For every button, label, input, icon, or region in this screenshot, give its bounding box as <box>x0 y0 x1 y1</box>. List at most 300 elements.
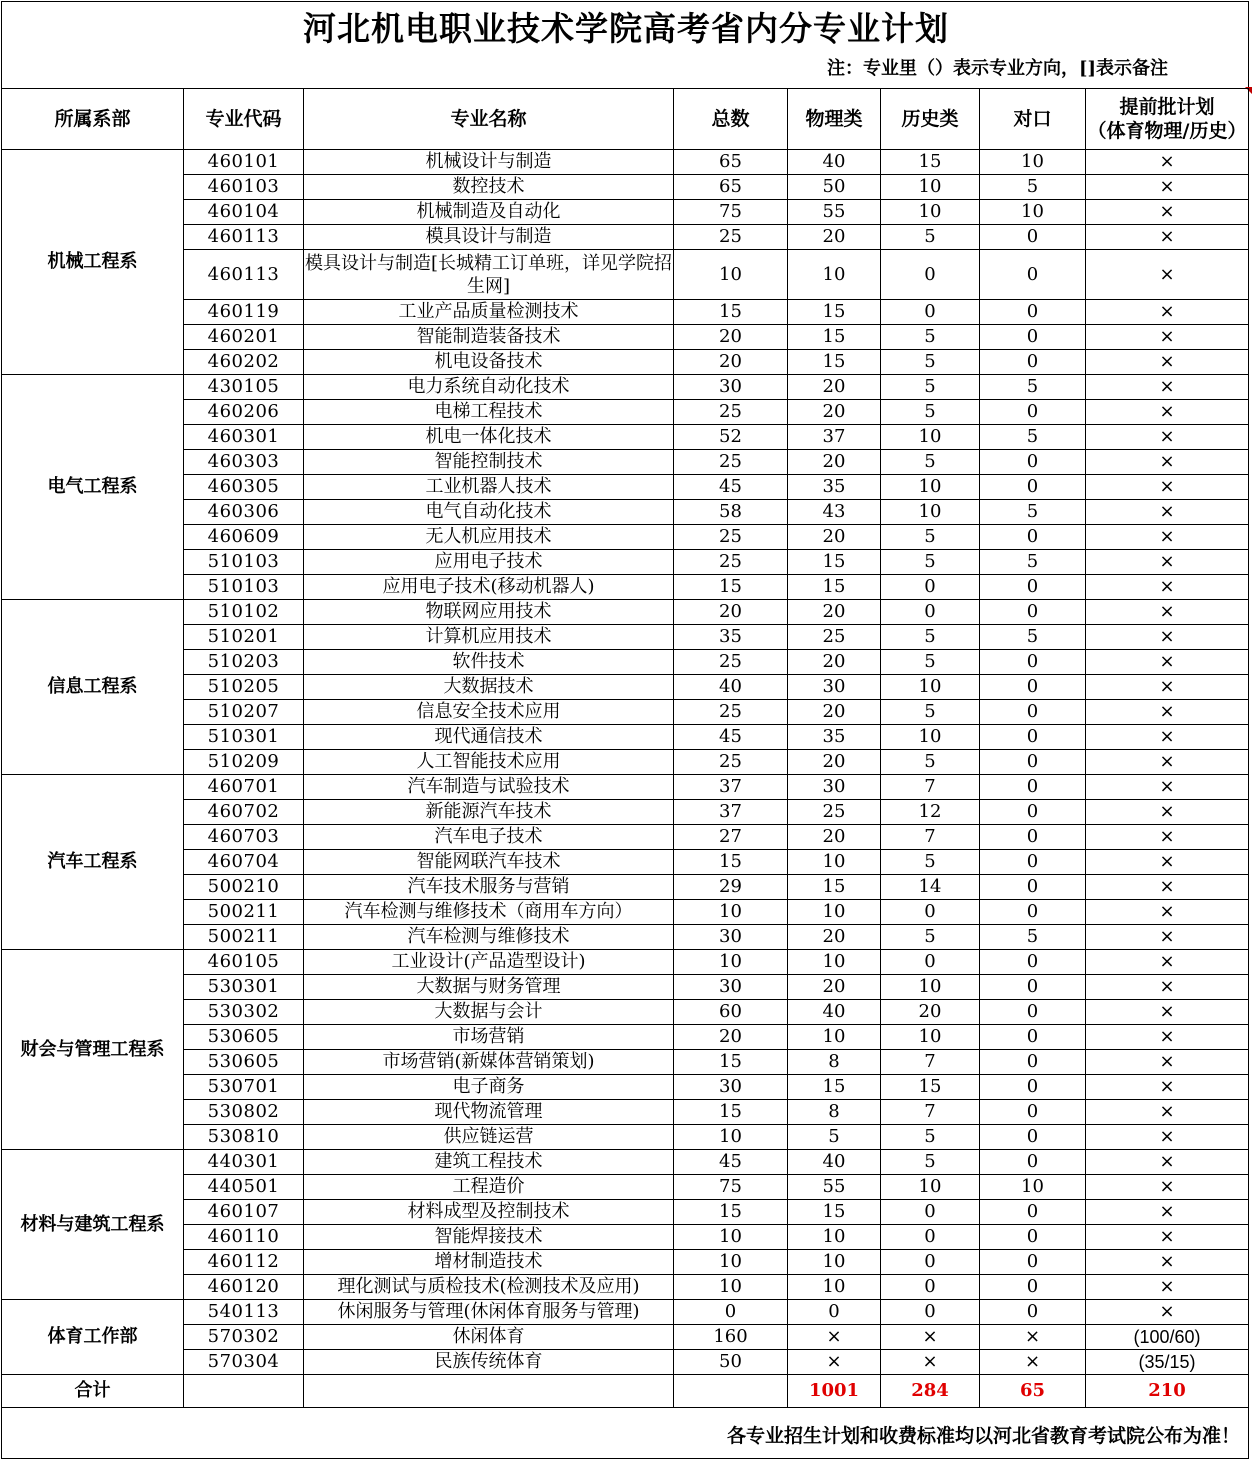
name-cell[interactable]: 增材制造技术 <box>304 1250 674 1275</box>
physics-cell[interactable]: 20 <box>788 825 881 850</box>
totals-total-cell[interactable] <box>674 1375 788 1408</box>
physics-cell[interactable]: 30 <box>788 775 881 800</box>
history-cell[interactable]: 5 <box>881 650 980 675</box>
code-cell[interactable]: 460101 <box>184 150 304 175</box>
total-cell[interactable]: 10 <box>674 1250 788 1275</box>
early-cell[interactable]: × <box>1086 1175 1249 1200</box>
duikou-cell[interactable]: 5 <box>980 925 1086 950</box>
duikou-cell[interactable]: 10 <box>980 1175 1086 1200</box>
history-cell[interactable]: 5 <box>881 1125 980 1150</box>
total-cell[interactable]: 20 <box>674 1025 788 1050</box>
total-cell[interactable]: 30 <box>674 975 788 1000</box>
totals-history[interactable]: 284 <box>881 1375 980 1408</box>
name-cell[interactable]: 汽车检测与维修技术（商用车方向） <box>304 900 674 925</box>
total-cell[interactable]: 37 <box>674 800 788 825</box>
code-cell[interactable]: 530810 <box>184 1125 304 1150</box>
name-cell[interactable]: 智能焊接技术 <box>304 1225 674 1250</box>
duikou-cell[interactable]: 5 <box>980 550 1086 575</box>
early-cell[interactable]: × <box>1086 450 1249 475</box>
physics-cell[interactable]: × <box>788 1350 881 1375</box>
early-cell[interactable]: × <box>1086 1250 1249 1275</box>
name-cell[interactable]: 民族传统体育 <box>304 1350 674 1375</box>
code-cell[interactable]: 510103 <box>184 550 304 575</box>
duikou-cell[interactable]: × <box>980 1350 1086 1375</box>
total-cell[interactable]: 25 <box>674 225 788 250</box>
name-cell[interactable]: 电梯工程技术 <box>304 400 674 425</box>
duikou-cell[interactable]: 5 <box>980 175 1086 200</box>
total-cell[interactable]: 25 <box>674 750 788 775</box>
total-cell[interactable]: 35 <box>674 625 788 650</box>
history-cell[interactable]: × <box>881 1325 980 1350</box>
history-cell[interactable]: 12 <box>881 800 980 825</box>
early-cell[interactable]: × <box>1086 1100 1249 1125</box>
history-cell[interactable]: 7 <box>881 1100 980 1125</box>
physics-cell[interactable]: 35 <box>788 475 881 500</box>
duikou-cell[interactable]: 10 <box>980 200 1086 225</box>
duikou-cell[interactable]: 0 <box>980 1150 1086 1175</box>
totals-physics[interactable]: 1001 <box>788 1375 881 1408</box>
total-cell[interactable]: 58 <box>674 500 788 525</box>
history-cell[interactable]: 20 <box>881 1000 980 1025</box>
early-cell[interactable]: × <box>1086 1275 1249 1300</box>
physics-cell[interactable]: 0 <box>788 1300 881 1325</box>
history-cell[interactable]: 0 <box>881 1250 980 1275</box>
name-cell[interactable]: 电气自动化技术 <box>304 500 674 525</box>
name-cell[interactable]: 建筑工程技术 <box>304 1150 674 1175</box>
duikou-cell[interactable]: 0 <box>980 850 1086 875</box>
history-cell[interactable]: 10 <box>881 675 980 700</box>
early-cell[interactable]: × <box>1086 250 1249 300</box>
name-cell[interactable]: 工业产品质量检测技术 <box>304 300 674 325</box>
history-cell[interactable]: 10 <box>881 500 980 525</box>
duikou-cell[interactable]: 5 <box>980 425 1086 450</box>
code-cell[interactable]: 460103 <box>184 175 304 200</box>
code-cell[interactable]: 530701 <box>184 1075 304 1100</box>
name-cell[interactable]: 休闲体育 <box>304 1325 674 1350</box>
code-cell[interactable]: 510103 <box>184 575 304 600</box>
duikou-cell[interactable]: 0 <box>980 1000 1086 1025</box>
duikou-cell[interactable]: 0 <box>980 800 1086 825</box>
code-cell[interactable]: 460112 <box>184 1250 304 1275</box>
code-cell[interactable]: 510209 <box>184 750 304 775</box>
total-cell[interactable]: 52 <box>674 425 788 450</box>
physics-cell[interactable]: 15 <box>788 350 881 375</box>
code-cell[interactable]: 460206 <box>184 400 304 425</box>
duikou-cell[interactable]: 0 <box>980 1075 1086 1100</box>
history-cell[interactable]: 5 <box>881 350 980 375</box>
early-cell[interactable]: × <box>1086 325 1249 350</box>
name-cell[interactable]: 机电设备技术 <box>304 350 674 375</box>
duikou-cell[interactable]: 0 <box>980 675 1086 700</box>
physics-cell[interactable]: 10 <box>788 950 881 975</box>
early-cell[interactable]: × <box>1086 925 1249 950</box>
code-cell[interactable]: 440301 <box>184 1150 304 1175</box>
duikou-cell[interactable]: 0 <box>980 350 1086 375</box>
history-cell[interactable]: 15 <box>881 1075 980 1100</box>
duikou-cell[interactable]: × <box>980 1325 1086 1350</box>
name-cell[interactable]: 市场营销(新媒体营销策划) <box>304 1050 674 1075</box>
code-cell[interactable]: 460703 <box>184 825 304 850</box>
total-cell[interactable]: 25 <box>674 450 788 475</box>
physics-cell[interactable]: 55 <box>788 200 881 225</box>
code-cell[interactable]: 460110 <box>184 1225 304 1250</box>
physics-cell[interactable]: 20 <box>788 750 881 775</box>
history-cell[interactable]: 10 <box>881 200 980 225</box>
early-cell[interactable]: × <box>1086 225 1249 250</box>
history-cell[interactable]: 14 <box>881 875 980 900</box>
history-cell[interactable]: 5 <box>881 700 980 725</box>
total-cell[interactable]: 30 <box>674 1075 788 1100</box>
name-cell[interactable]: 汽车技术服务与营销 <box>304 875 674 900</box>
total-cell[interactable]: 10 <box>674 1275 788 1300</box>
duikou-cell[interactable]: 0 <box>980 1200 1086 1225</box>
duikou-cell[interactable]: 0 <box>980 225 1086 250</box>
name-cell[interactable]: 智能制造装备技术 <box>304 325 674 350</box>
header-total[interactable]: 总数 <box>674 89 788 150</box>
history-cell[interactable]: 5 <box>881 450 980 475</box>
total-cell[interactable]: 27 <box>674 825 788 850</box>
total-cell[interactable]: 45 <box>674 725 788 750</box>
code-cell[interactable]: 510301 <box>184 725 304 750</box>
physics-cell[interactable]: 37 <box>788 425 881 450</box>
duikou-cell[interactable]: 0 <box>980 1300 1086 1325</box>
early-cell[interactable]: × <box>1086 900 1249 925</box>
dept-cell[interactable]: 材料与建筑工程系 <box>2 1150 184 1300</box>
name-cell[interactable]: 材料成型及控制技术 <box>304 1200 674 1225</box>
code-cell[interactable]: 460303 <box>184 450 304 475</box>
code-cell[interactable]: 460113 <box>184 225 304 250</box>
early-cell[interactable]: × <box>1086 200 1249 225</box>
history-cell[interactable]: 5 <box>881 550 980 575</box>
total-cell[interactable]: 10 <box>674 1225 788 1250</box>
early-cell[interactable]: × <box>1086 700 1249 725</box>
total-cell[interactable]: 75 <box>674 200 788 225</box>
name-cell[interactable]: 无人机应用技术 <box>304 525 674 550</box>
physics-cell[interactable]: 10 <box>788 1275 881 1300</box>
physics-cell[interactable]: 10 <box>788 850 881 875</box>
history-cell[interactable]: 10 <box>881 425 980 450</box>
total-cell[interactable]: 0 <box>674 1300 788 1325</box>
code-cell[interactable]: 460609 <box>184 525 304 550</box>
name-cell[interactable]: 电力系统自动化技术 <box>304 375 674 400</box>
early-cell[interactable]: (100/60) <box>1086 1325 1249 1350</box>
header-history[interactable]: 历史类 <box>881 89 980 150</box>
physics-cell[interactable]: 10 <box>788 1250 881 1275</box>
duikou-cell[interactable]: 0 <box>980 475 1086 500</box>
early-cell[interactable]: × <box>1086 425 1249 450</box>
code-cell[interactable]: 460701 <box>184 775 304 800</box>
physics-cell[interactable]: 35 <box>788 725 881 750</box>
history-cell[interactable]: 0 <box>881 250 980 300</box>
code-cell[interactable]: 540113 <box>184 1300 304 1325</box>
history-cell[interactable]: 10 <box>881 1025 980 1050</box>
total-cell[interactable]: 65 <box>674 175 788 200</box>
code-cell[interactable]: 500210 <box>184 875 304 900</box>
code-cell[interactable]: 460119 <box>184 300 304 325</box>
physics-cell[interactable]: 15 <box>788 1075 881 1100</box>
duikou-cell[interactable]: 0 <box>980 775 1086 800</box>
early-cell[interactable]: × <box>1086 875 1249 900</box>
physics-cell[interactable]: 40 <box>788 1000 881 1025</box>
early-cell[interactable]: × <box>1086 650 1249 675</box>
dept-cell[interactable]: 信息工程系 <box>2 600 184 775</box>
code-cell[interactable]: 460113 <box>184 250 304 300</box>
physics-cell[interactable]: 20 <box>788 450 881 475</box>
total-cell[interactable]: 60 <box>674 1000 788 1025</box>
physics-cell[interactable]: 30 <box>788 675 881 700</box>
header-dept[interactable]: 所属系部 <box>2 89 184 150</box>
history-cell[interactable]: 0 <box>881 600 980 625</box>
name-cell[interactable]: 机电一体化技术 <box>304 425 674 450</box>
physics-cell[interactable]: 15 <box>788 550 881 575</box>
duikou-cell[interactable]: 0 <box>980 525 1086 550</box>
total-cell[interactable]: 29 <box>674 875 788 900</box>
early-cell[interactable]: × <box>1086 500 1249 525</box>
early-cell[interactable]: × <box>1086 400 1249 425</box>
name-cell[interactable]: 智能控制技术 <box>304 450 674 475</box>
code-cell[interactable]: 460301 <box>184 425 304 450</box>
history-cell[interactable]: 5 <box>881 525 980 550</box>
total-cell[interactable]: 20 <box>674 350 788 375</box>
physics-cell[interactable]: 20 <box>788 700 881 725</box>
code-cell[interactable]: 530802 <box>184 1100 304 1125</box>
history-cell[interactable]: 5 <box>881 750 980 775</box>
name-cell[interactable]: 物联网应用技术 <box>304 600 674 625</box>
early-cell[interactable]: × <box>1086 575 1249 600</box>
name-cell[interactable]: 现代物流管理 <box>304 1100 674 1125</box>
duikou-cell[interactable]: 0 <box>980 1275 1086 1300</box>
totals-early[interactable]: 210 <box>1086 1375 1249 1408</box>
physics-cell[interactable]: 20 <box>788 600 881 625</box>
physics-cell[interactable]: 20 <box>788 400 881 425</box>
dept-cell[interactable]: 机械工程系 <box>2 150 184 375</box>
history-cell[interactable]: 5 <box>881 400 980 425</box>
duikou-cell[interactable]: 0 <box>980 900 1086 925</box>
physics-cell[interactable]: 10 <box>788 250 881 300</box>
name-cell[interactable]: 汽车电子技术 <box>304 825 674 850</box>
early-cell[interactable]: × <box>1086 975 1249 1000</box>
physics-cell[interactable]: 25 <box>788 800 881 825</box>
duikou-cell[interactable]: 0 <box>980 650 1086 675</box>
physics-cell[interactable]: 50 <box>788 175 881 200</box>
history-cell[interactable]: 15 <box>881 150 980 175</box>
total-cell[interactable]: 30 <box>674 375 788 400</box>
name-cell[interactable]: 电子商务 <box>304 1075 674 1100</box>
early-cell[interactable]: × <box>1086 150 1249 175</box>
code-cell[interactable]: 500211 <box>184 900 304 925</box>
physics-cell[interactable]: 43 <box>788 500 881 525</box>
name-cell[interactable]: 机械制造及自动化 <box>304 200 674 225</box>
early-cell[interactable]: × <box>1086 1050 1249 1075</box>
history-cell[interactable]: 5 <box>881 625 980 650</box>
history-cell[interactable]: × <box>881 1350 980 1375</box>
total-cell[interactable]: 20 <box>674 600 788 625</box>
header-early[interactable] <box>1086 89 1249 150</box>
duikou-cell[interactable]: 0 <box>980 1025 1086 1050</box>
history-cell[interactable]: 7 <box>881 1050 980 1075</box>
total-cell[interactable]: 10 <box>674 950 788 975</box>
physics-cell[interactable]: 5 <box>788 1125 881 1150</box>
total-cell[interactable]: 15 <box>674 1050 788 1075</box>
duikou-cell[interactable]: 0 <box>980 1050 1086 1075</box>
physics-cell[interactable]: 20 <box>788 975 881 1000</box>
code-cell[interactable]: 500211 <box>184 925 304 950</box>
early-cell[interactable]: × <box>1086 525 1249 550</box>
history-cell[interactable]: 10 <box>881 475 980 500</box>
totals-duikou[interactable]: 65 <box>980 1375 1086 1408</box>
totals-code-cell[interactable] <box>184 1375 304 1408</box>
code-cell[interactable]: 570304 <box>184 1350 304 1375</box>
dept-cell[interactable]: 电气工程系 <box>2 375 184 600</box>
code-cell[interactable]: 460120 <box>184 1275 304 1300</box>
history-cell[interactable]: 5 <box>881 325 980 350</box>
duikou-cell[interactable]: 5 <box>980 500 1086 525</box>
code-cell[interactable]: 510205 <box>184 675 304 700</box>
name-cell[interactable]: 数控技术 <box>304 175 674 200</box>
physics-cell[interactable]: 10 <box>788 1225 881 1250</box>
total-cell[interactable]: 40 <box>674 675 788 700</box>
total-cell[interactable]: 15 <box>674 1200 788 1225</box>
physics-cell[interactable]: 40 <box>788 1150 881 1175</box>
name-cell[interactable]: 机械设计与制造 <box>304 150 674 175</box>
history-cell[interactable]: 0 <box>881 1275 980 1300</box>
duikou-cell[interactable]: 0 <box>980 725 1086 750</box>
code-cell[interactable]: 530605 <box>184 1025 304 1050</box>
name-cell[interactable]: 市场营销 <box>304 1025 674 1050</box>
duikou-cell[interactable]: 0 <box>980 600 1086 625</box>
duikou-cell[interactable]: 0 <box>980 300 1086 325</box>
duikou-cell[interactable]: 0 <box>980 975 1086 1000</box>
total-cell[interactable]: 10 <box>674 1125 788 1150</box>
code-cell[interactable]: 530301 <box>184 975 304 1000</box>
name-cell[interactable]: 应用电子技术 <box>304 550 674 575</box>
total-cell[interactable]: 50 <box>674 1350 788 1375</box>
total-cell[interactable]: 75 <box>674 1175 788 1200</box>
name-cell[interactable]: 汽车检测与维修技术 <box>304 925 674 950</box>
duikou-cell[interactable]: 5 <box>980 625 1086 650</box>
early-cell[interactable]: × <box>1086 775 1249 800</box>
early-cell[interactable]: × <box>1086 375 1249 400</box>
history-cell[interactable]: 10 <box>881 1175 980 1200</box>
early-cell[interactable]: × <box>1086 1125 1249 1150</box>
duikou-cell[interactable]: 0 <box>980 400 1086 425</box>
duikou-cell[interactable]: 0 <box>980 825 1086 850</box>
early-cell[interactable]: × <box>1086 1225 1249 1250</box>
code-cell[interactable]: 460202 <box>184 350 304 375</box>
early-cell[interactable]: × <box>1086 825 1249 850</box>
name-cell[interactable]: 现代通信技术 <box>304 725 674 750</box>
physics-cell[interactable]: 15 <box>788 875 881 900</box>
history-cell[interactable]: 0 <box>881 575 980 600</box>
duikou-cell[interactable]: 0 <box>980 250 1086 300</box>
history-cell[interactable]: 0 <box>881 1300 980 1325</box>
early-cell[interactable]: × <box>1086 950 1249 975</box>
duikou-cell[interactable]: 0 <box>980 1125 1086 1150</box>
name-cell[interactable]: 计算机应用技术 <box>304 625 674 650</box>
total-cell[interactable]: 15 <box>674 1100 788 1125</box>
name-cell[interactable]: 工业机器人技术 <box>304 475 674 500</box>
early-cell[interactable]: × <box>1086 350 1249 375</box>
name-cell[interactable]: 新能源汽车技术 <box>304 800 674 825</box>
code-cell[interactable]: 510201 <box>184 625 304 650</box>
physics-cell[interactable]: 25 <box>788 625 881 650</box>
name-cell[interactable]: 信息安全技术应用 <box>304 700 674 725</box>
name-cell[interactable]: 休闲服务与管理(休闲体育服务与管理) <box>304 1300 674 1325</box>
totals-name-cell[interactable] <box>304 1375 674 1408</box>
early-cell[interactable]: × <box>1086 1150 1249 1175</box>
code-cell[interactable]: 510207 <box>184 700 304 725</box>
physics-cell[interactable]: 40 <box>788 150 881 175</box>
name-cell[interactable]: 人工智能技术应用 <box>304 750 674 775</box>
duikou-cell[interactable]: 0 <box>980 1100 1086 1125</box>
total-cell[interactable]: 25 <box>674 525 788 550</box>
total-cell[interactable]: 30 <box>674 925 788 950</box>
header-physics[interactable]: 物理类 <box>788 89 881 150</box>
name-cell[interactable]: 大数据与会计 <box>304 1000 674 1025</box>
early-cell[interactable]: × <box>1086 725 1249 750</box>
early-cell[interactable]: × <box>1086 1300 1249 1325</box>
code-cell[interactable]: 530605 <box>184 1050 304 1075</box>
code-cell[interactable]: 430105 <box>184 375 304 400</box>
physics-cell[interactable]: 10 <box>788 900 881 925</box>
history-cell[interactable]: 5 <box>881 925 980 950</box>
history-cell[interactable]: 0 <box>881 1225 980 1250</box>
name-cell[interactable]: 智能网联汽车技术 <box>304 850 674 875</box>
early-cell[interactable]: × <box>1086 1200 1249 1225</box>
code-cell[interactable]: 510102 <box>184 600 304 625</box>
physics-cell[interactable]: 8 <box>788 1050 881 1075</box>
physics-cell[interactable]: 20 <box>788 925 881 950</box>
name-cell[interactable]: 大数据技术 <box>304 675 674 700</box>
early-cell[interactable]: × <box>1086 300 1249 325</box>
name-cell[interactable]: 模具设计与制造 <box>304 225 674 250</box>
physics-cell[interactable]: 8 <box>788 1100 881 1125</box>
name-cell[interactable]: 汽车制造与试验技术 <box>304 775 674 800</box>
early-cell[interactable]: × <box>1086 600 1249 625</box>
name-cell[interactable]: 模具设计与制造[长城精工订单班，详见学院招生网] <box>304 250 674 300</box>
early-cell[interactable]: × <box>1086 675 1249 700</box>
early-cell[interactable]: × <box>1086 475 1249 500</box>
header-duikou[interactable]: 对口 <box>980 89 1086 150</box>
total-cell[interactable]: 10 <box>674 250 788 300</box>
physics-cell[interactable]: 55 <box>788 1175 881 1200</box>
header-name[interactable]: 专业名称 <box>304 89 674 150</box>
early-cell[interactable]: × <box>1086 1000 1249 1025</box>
history-cell[interactable]: 0 <box>881 900 980 925</box>
code-cell[interactable]: 570302 <box>184 1325 304 1350</box>
code-cell[interactable]: 460105 <box>184 950 304 975</box>
duikou-cell[interactable]: 0 <box>980 575 1086 600</box>
early-cell[interactable]: × <box>1086 625 1249 650</box>
history-cell[interactable]: 10 <box>881 175 980 200</box>
total-cell[interactable]: 37 <box>674 775 788 800</box>
code-cell[interactable]: 460702 <box>184 800 304 825</box>
history-cell[interactable]: 0 <box>881 1200 980 1225</box>
duikou-cell[interactable]: 0 <box>980 750 1086 775</box>
name-cell[interactable]: 理化测试与质检技术(检测技术及应用) <box>304 1275 674 1300</box>
duikou-cell[interactable]: 0 <box>980 1250 1086 1275</box>
physics-cell[interactable]: 20 <box>788 375 881 400</box>
history-cell[interactable]: 5 <box>881 225 980 250</box>
early-cell[interactable]: × <box>1086 175 1249 200</box>
name-cell[interactable]: 供应链运营 <box>304 1125 674 1150</box>
duikou-cell[interactable]: 10 <box>980 150 1086 175</box>
total-cell[interactable]: 25 <box>674 400 788 425</box>
total-cell[interactable]: 15 <box>674 850 788 875</box>
total-cell[interactable]: 25 <box>674 700 788 725</box>
physics-cell[interactable]: 15 <box>788 325 881 350</box>
early-cell[interactable]: × <box>1086 550 1249 575</box>
